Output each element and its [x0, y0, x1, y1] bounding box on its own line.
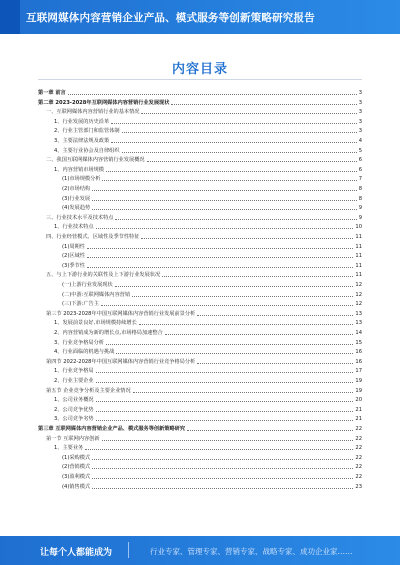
toc-leader-dots: [187, 430, 353, 431]
toc-leader-dots: [92, 478, 353, 479]
toc-entry-title: (3)行业发展: [62, 195, 91, 202]
toc-entry-title: 第一章 前言: [38, 90, 66, 96]
toc-entry-page: 11: [355, 243, 362, 250]
toc-entry[interactable]: [54, 136, 362, 144]
toc-entry[interactable]: [54, 222, 362, 230]
toc-entry-page: 11: [355, 253, 362, 260]
toc-entry-page: 15: [355, 339, 362, 346]
toc-leader-dots: [96, 228, 354, 229]
toc-entry[interactable]: [54, 414, 362, 422]
toc-entry-title: 五、与上下游行业的关联性及上下游行业发展状况: [46, 272, 161, 279]
toc-entry-page: 3: [358, 118, 362, 125]
toc-entry-page: 13: [355, 310, 362, 317]
toc-entry-page: 21: [355, 416, 362, 423]
toc-entry-page: 17: [355, 368, 362, 375]
toc-entry-title: 1、行业竞争格局: [54, 368, 94, 375]
toc-entry[interactable]: [46, 232, 362, 240]
toc-entry-title: 三、行业技术水平及技术特点: [46, 214, 114, 221]
toc-entry[interactable]: [46, 434, 362, 442]
toc-entry[interactable]: [46, 357, 362, 365]
toc-entry[interactable]: [62, 290, 362, 298]
toc-leader-dots: [162, 276, 353, 277]
toc-leader-dots: [147, 161, 357, 162]
toc-entry-title: (4)销售模式: [62, 483, 91, 490]
toc-entry-title: 第一节 互联网内容创新: [46, 435, 100, 442]
toc-entry-page: 22: [355, 426, 362, 432]
toc-heading: 内容目录: [171, 62, 228, 77]
toc-entry-title: (3)盈利模式: [62, 474, 91, 480]
toc-entry-page: 12: [355, 291, 362, 298]
toc-entry-title: 1、行业发展的历史沿革: [54, 118, 110, 125]
toc-entry[interactable]: [62, 174, 362, 182]
toc-leader-dots: [115, 219, 356, 220]
toc-entry[interactable]: [62, 299, 362, 307]
toc-entry-title: 第四节 2022-2028年中国互联网媒体内容营销行业竞争格局分析: [46, 358, 196, 365]
toc-entry[interactable]: [62, 261, 362, 269]
toc-leader-dots: [139, 324, 354, 325]
toc-leader-dots: [96, 372, 354, 373]
toc-entry-page: 21: [355, 406, 362, 413]
toc-leader-dots: [132, 296, 353, 297]
toc-entry-title: 1、主要业务: [54, 445, 84, 452]
toc-entry[interactable]: [46, 270, 362, 278]
footer-tagline: 行业专家、管理专家、营销专家、战略专家、成功企业家……: [150, 547, 353, 556]
toc-entry-page: 16: [355, 349, 362, 356]
toc-entry-title: 1、内容营销市场规模: [54, 166, 104, 173]
toc-entry[interactable]: [54, 117, 362, 125]
toc-entry-page: 23: [355, 483, 362, 490]
toc-entry-title: (1)采购模式: [62, 454, 91, 461]
toc-entry-title: 四、行业经营模式、区域性及季节性特征: [46, 234, 140, 240]
toc-entry-title: 2、行业主管部门和监管体制: [54, 128, 120, 135]
toc-leader-dots: [92, 459, 353, 460]
toc-leader-dots: [92, 468, 353, 469]
toc-entry-page: 12: [355, 301, 362, 308]
toc-entry-page: 6: [358, 166, 362, 173]
toc-entry-page: 22: [355, 464, 362, 471]
toc-entry-title: 第三节 2023-2028年中国互联网媒体内容营销行业发展前景分析: [46, 310, 196, 317]
toc-entry-title: 3、公司竞争劣势: [54, 416, 94, 423]
toc-entry-page: 22: [355, 435, 362, 442]
toc-entry-title: 2、公司竞争优势: [54, 406, 94, 413]
toc-entry[interactable]: [46, 309, 362, 317]
toc-leader-dots: [102, 180, 356, 181]
toc-leader-dots: [116, 353, 353, 354]
toc-leader-dots: [141, 238, 353, 239]
toc-entry[interactable]: [46, 155, 362, 163]
toc-entry-title: 1、公司业务概况: [54, 397, 94, 404]
toc-entry-title: 一、互联网媒体内容营销行业的基本情况: [46, 109, 140, 116]
toc-entry-page: 3: [358, 128, 362, 135]
toc-entry-page: 7: [358, 176, 362, 183]
toc-leader-dots: [122, 152, 357, 153]
toc-entry-page: 4: [358, 138, 362, 144]
toc-entry-title: 2、内容营销成为新的增长点,市场格局加速整合: [54, 330, 163, 336]
toc-entry-page: 22: [355, 454, 362, 461]
toc-entry-page: 14: [355, 330, 362, 336]
toc-entry-page: 19: [355, 387, 362, 394]
toc-entry[interactable]: [54, 347, 362, 355]
toc-entry[interactable]: [54, 318, 362, 326]
toc-entry-page: 9: [358, 214, 362, 221]
toc-entry[interactable]: [62, 472, 362, 480]
toc-divider: [38, 79, 362, 80]
toc-entry[interactable]: [62, 194, 362, 202]
toc-entry[interactable]: [62, 203, 362, 211]
toc-entry[interactable]: [62, 251, 362, 259]
toc-entry-page: 16: [355, 358, 362, 365]
footer-divider: [128, 542, 129, 558]
toc-entry[interactable]: [54, 146, 362, 154]
toc-leader-dots: [92, 209, 357, 210]
toc-entry-page: 6: [358, 157, 362, 164]
toc-entry-page: 22: [355, 445, 362, 452]
toc-entry[interactable]: [46, 386, 362, 394]
toc-leader-dots: [122, 132, 357, 133]
toc-entry-page: 13: [355, 320, 362, 327]
toc-entry-title: 4、主要行业协会及自律组织: [54, 147, 120, 154]
toc-leader-dots: [133, 392, 354, 393]
toc-entry[interactable]: [54, 366, 362, 374]
toc-entry-title: (二)中游:互联网媒体内容营销: [62, 291, 131, 298]
toc-leader-dots: [85, 449, 353, 450]
toc-entry[interactable]: [62, 462, 362, 470]
toc-entry-title: (1)市场规模分析: [62, 176, 101, 183]
toc-leader-dots: [87, 267, 353, 268]
toc-entry[interactable]: [54, 165, 362, 173]
toc-leader-dots: [96, 411, 354, 412]
toc-entry-page: 11: [355, 234, 362, 240]
toc-entry-title: 1、发展前景良好,市场规模持续增长: [54, 320, 137, 327]
toc-entry-title: (三)下游:广告主: [62, 301, 99, 308]
toc-leader-dots: [87, 257, 353, 258]
toc-entry-page: 20: [355, 397, 362, 404]
toc-entry-title: 1、行业技术特点: [54, 224, 94, 231]
toc-leader-dots: [197, 315, 353, 316]
toc-entry-page: 8: [358, 186, 362, 192]
toc-entry[interactable]: [54, 405, 362, 413]
toc-leader-dots: [111, 142, 357, 143]
toc-entry-title: 4、行业面临的机遇与挑战: [54, 349, 115, 356]
toc-entry-title: 3、行业竞争格局分析: [54, 339, 104, 346]
toc-entry-title: (2)营销模式: [62, 464, 91, 471]
toc-entry[interactable]: [62, 184, 362, 192]
toc-entry[interactable]: [38, 98, 362, 106]
toc-leader-dots: [68, 94, 357, 95]
toc-entry[interactable]: [54, 338, 362, 346]
toc-entry[interactable]: [46, 107, 362, 115]
toc-entry[interactable]: [38, 88, 362, 96]
toc-entry-page: 3: [358, 109, 362, 116]
toc-entry-title: (一)上游行业发展现状: [62, 282, 113, 288]
toc-entry-title: 二、我国互联网媒体内容营销行业发展概况: [46, 157, 145, 164]
toc-entry-page: 22: [355, 474, 362, 480]
toc-leader-dots: [197, 363, 353, 364]
toc-entry-page: 11: [355, 272, 362, 279]
toc-leader-dots: [87, 248, 353, 249]
toc-leader-dots: [111, 123, 357, 124]
toc-entry-page: 9: [358, 205, 362, 212]
toc-entry-page: 3: [358, 90, 362, 96]
toc-leader-dots: [92, 190, 357, 191]
toc-entry[interactable]: [46, 213, 362, 221]
toc-leader-dots: [92, 200, 357, 201]
toc-leader-dots: [92, 488, 353, 489]
toc-leader-dots: [96, 401, 354, 402]
toc-leader-dots: [141, 113, 356, 114]
toc-leader-dots: [101, 305, 353, 306]
toc-entry[interactable]: [54, 395, 362, 403]
toc-entry-page: 8: [358, 195, 362, 202]
toc-entry-title: 3、主要法律法规及政策: [54, 138, 110, 144]
toc-entry-title: 第五节 企业竞争分析及主要企业情况: [46, 387, 131, 394]
toc-leader-dots: [96, 420, 354, 421]
toc-leader-dots: [115, 286, 354, 287]
toc-leader-dots: [106, 344, 353, 345]
toc-entry-title: (2)市场结构: [62, 186, 91, 192]
toc-leader-dots: [165, 334, 354, 335]
toc-entry-title: (1)周期性: [62, 243, 85, 250]
toc-entry-page: 12: [355, 282, 362, 288]
toc-entry-title: (4)发展趋势: [62, 205, 91, 212]
toc-leader-dots: [96, 382, 354, 383]
toc-leader-dots: [102, 440, 354, 441]
toc-entry-title: 第二章 2023-2028年互联网媒体内容营销行业发展现状: [38, 99, 170, 106]
toc-entry[interactable]: [62, 242, 362, 250]
toc-entry[interactable]: [54, 328, 362, 336]
toc-entry-title: (3)季节性: [62, 262, 85, 269]
toc-leader-dots: [106, 171, 357, 172]
toc-leader-dots: [171, 104, 356, 105]
footer-slogan: 让每个人都能成为: [40, 548, 113, 558]
toc-entry[interactable]: [54, 376, 362, 384]
toc-entry-title: 第三章 互联网媒体内容营销企业产品、模式服务等创新策略研究: [38, 426, 186, 432]
toc-entry[interactable]: [54, 443, 362, 451]
toc-entry[interactable]: [62, 482, 362, 490]
toc-entry[interactable]: [62, 280, 362, 288]
toc-entry-page: 3: [358, 99, 362, 106]
toc-entry-page: 19: [355, 378, 362, 384]
toc-entry-title: (2)区域性: [62, 253, 85, 260]
toc-entry-page: 11: [355, 262, 362, 269]
toc-entry-page: 5: [358, 147, 362, 154]
toc-entry-page: 10: [355, 224, 362, 231]
toc-entry-title: 2、行业主要企业: [54, 378, 94, 384]
report-title: 互联网媒体内容营销企业产品、模式服务等创新策略研究报告: [26, 12, 315, 24]
toc-entry[interactable]: [54, 126, 362, 134]
toc-entry[interactable]: [38, 424, 362, 432]
toc-entry[interactable]: [62, 453, 362, 461]
